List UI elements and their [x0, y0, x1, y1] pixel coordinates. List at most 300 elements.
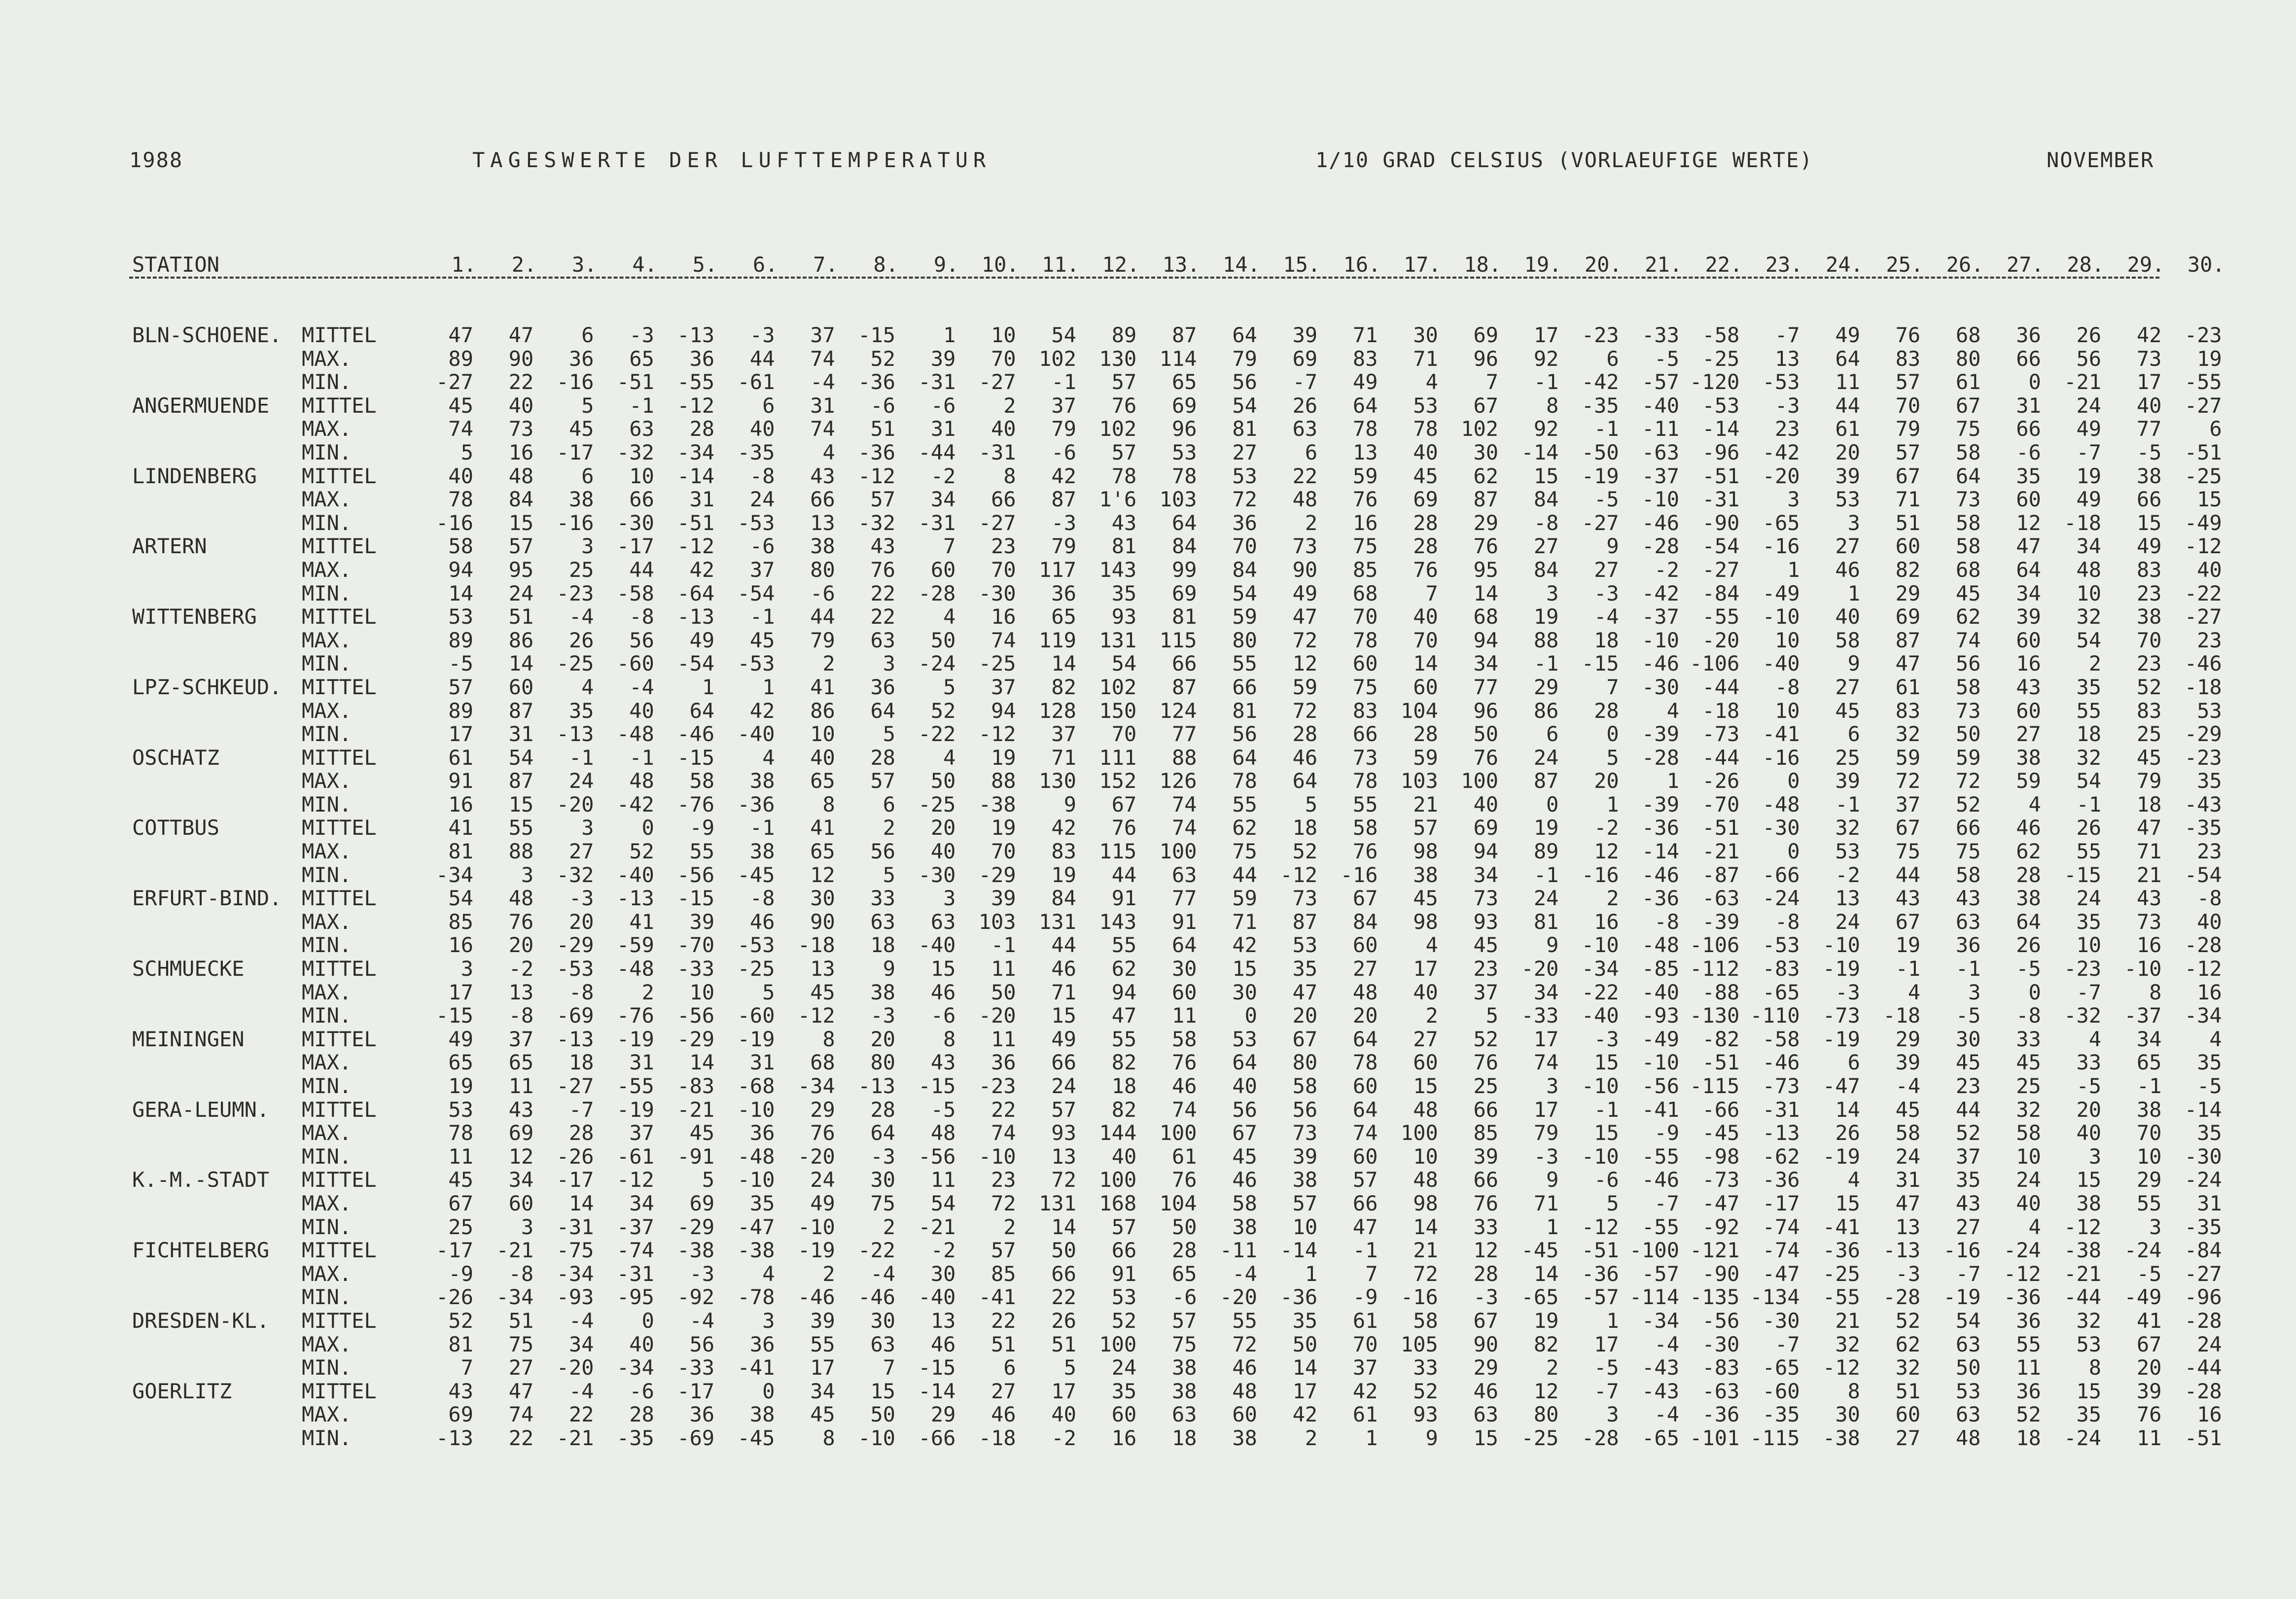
temperature-cell: 21 — [1835, 1308, 1860, 1333]
temperature-cell: 78 — [1111, 463, 1137, 488]
temperature-cell: -23 — [978, 1074, 1016, 1098]
temperature-cell: 2 — [883, 816, 896, 840]
temperature-cell: 14 — [569, 1191, 594, 1215]
temperature-cell: 6 — [762, 393, 775, 418]
temperature-cell: 26 — [2016, 933, 2041, 958]
temperature-cell: 78 — [1352, 628, 1378, 652]
temperature-cell: 98 — [1413, 1191, 1438, 1215]
temperature-cell: 95 — [1473, 557, 1499, 582]
temperature-cell: 45 — [689, 1121, 715, 1145]
temperature-cell: 78 — [448, 487, 473, 512]
temperature-cell: 58 — [1172, 1027, 1197, 1051]
temperature-cell: -34 — [677, 440, 715, 464]
temperature-cell: 24 — [1895, 1144, 1921, 1169]
temperature-cell: -16 — [1340, 862, 1378, 887]
temperature-cell: 48 — [1292, 487, 1318, 512]
day-column-header: 26. — [1946, 252, 1984, 277]
temperature-cell: -45 — [1702, 1121, 1740, 1145]
temperature-cell: -17 — [677, 1379, 715, 1403]
temperature-cell: -28 — [2184, 1379, 2222, 1403]
day-column-header: 7. — [813, 252, 838, 277]
temperature-cell: 41 — [2136, 1308, 2162, 1333]
temperature-cell: 24 — [2197, 1332, 2222, 1356]
temperature-cell: -76 — [617, 1003, 654, 1028]
temperature-cell: 33 — [2016, 1027, 2041, 1051]
value-type-label: MIN. — [302, 722, 352, 746]
temperature-cell: 28 — [629, 1402, 654, 1427]
temperature-cell: -54 — [737, 581, 775, 605]
temperature-cell: 26 — [1835, 1121, 1860, 1145]
table-row — [0, 651, 2296, 675]
temperature-cell: 35 — [2016, 463, 2041, 488]
temperature-cell: -5 — [2197, 1074, 2222, 1098]
temperature-cell: 47 — [1895, 1191, 1921, 1215]
temperature-cell: 78 — [1352, 1050, 1378, 1075]
temperature-cell: 32 — [2016, 1097, 2041, 1122]
temperature-cell: -5 — [2076, 1074, 2102, 1098]
temperature-cell: 90 — [1292, 557, 1318, 582]
day-column-header: 16. — [1343, 252, 1381, 277]
temperature-cell: -26 — [436, 1285, 473, 1310]
temperature-cell: 76 — [1352, 487, 1378, 512]
temperature-cell: 66 — [1051, 1050, 1076, 1075]
temperature-cell: 11 — [930, 1168, 956, 1192]
temperature-cell: 67 — [1232, 1121, 1257, 1145]
temperature-cell: 89 — [448, 698, 473, 723]
day-column-header: 14. — [1223, 252, 1260, 277]
temperature-cell: 74 — [1533, 1050, 1559, 1075]
temperature-cell: -10 — [978, 1144, 1016, 1169]
temperature-cell: -19 — [1581, 463, 1619, 488]
temperature-cell: 23 — [991, 534, 1016, 559]
temperature-cell: 73 — [1473, 886, 1499, 911]
temperature-cell: 32 — [1835, 816, 1860, 840]
temperature-cell: 11 — [508, 1074, 534, 1098]
temperature-cell: -3 — [629, 323, 654, 347]
temperature-cell: -31 — [1702, 487, 1740, 512]
temperature-cell: -15 — [436, 1003, 473, 1028]
temperature-cell: -44 — [1702, 675, 1740, 699]
temperature-cell: 43 — [2136, 886, 2162, 911]
temperature-cell: 8 — [2088, 1355, 2102, 1380]
temperature-cell: 49 — [810, 1191, 835, 1215]
temperature-cell: 40 — [1111, 1144, 1137, 1169]
temperature-cell: -8 — [629, 604, 654, 629]
temperature-cell: -91 — [677, 1144, 715, 1169]
table-row — [0, 1402, 2296, 1426]
temperature-cell: 23 — [2136, 651, 2162, 676]
temperature-cell: 3 — [521, 862, 534, 887]
temperature-cell: 8 — [1847, 1379, 1860, 1403]
temperature-cell: -12 — [677, 393, 715, 418]
temperature-cell: -66 — [1762, 862, 1800, 887]
temperature-cell: 46 — [1292, 745, 1318, 770]
temperature-cell: 74 — [1172, 792, 1197, 817]
temperature-cell: 0 — [641, 816, 654, 840]
temperature-cell: 1 — [1546, 1214, 1559, 1239]
temperature-cell: 64 — [689, 698, 715, 723]
temperature-cell: 51 — [870, 417, 896, 441]
temperature-cell: -41 — [1762, 722, 1800, 746]
temperature-cell: 24 — [1533, 886, 1559, 911]
temperature-cell: 4 — [2088, 1027, 2102, 1051]
temperature-cell: -39 — [1642, 792, 1679, 817]
temperature-cell: 100 — [1099, 1168, 1137, 1192]
temperature-cell: 38 — [2016, 886, 2041, 911]
temperature-cell: 76 — [508, 909, 534, 934]
temperature-cell: -5 — [1594, 1355, 1619, 1380]
temperature-cell: 35 — [569, 698, 594, 723]
temperature-cell: 57 — [1111, 370, 1137, 394]
temperature-cell: 82 — [1111, 1097, 1137, 1122]
value-type-label: MIN. — [302, 1144, 352, 1169]
temperature-cell: 45 — [2016, 1050, 2041, 1075]
temperature-cell: 45 — [1835, 698, 1860, 723]
temperature-cell: -96 — [1702, 440, 1740, 464]
temperature-cell: 55 — [2136, 1191, 2162, 1215]
day-column-header: 11. — [1042, 252, 1079, 277]
temperature-cell: 10 — [1292, 1214, 1318, 1239]
temperature-cell: 64 — [870, 698, 896, 723]
temperature-cell: 43 — [1955, 886, 1981, 911]
temperature-cell: 9 — [1546, 933, 1559, 958]
temperature-cell: -70 — [677, 933, 715, 958]
temperature-cell: 15 — [1051, 1003, 1076, 1028]
temperature-cell: 20 — [930, 816, 956, 840]
temperature-cell: 76 — [870, 557, 896, 582]
temperature-cell: -38 — [978, 792, 1016, 817]
station-name: LPZ-SCHKEUD. — [132, 675, 282, 699]
temperature-cell: -55 — [1642, 1144, 1679, 1169]
temperature-cell: 72 — [1895, 769, 1921, 793]
temperature-cell: 35 — [1292, 1308, 1318, 1333]
temperature-cell: -15 — [918, 1355, 956, 1380]
temperature-cell: -12 — [978, 722, 1016, 746]
temperature-cell: -9 — [1654, 1121, 1679, 1145]
temperature-cell: 66 — [1111, 1238, 1137, 1263]
temperature-cell: 4 — [1666, 698, 1679, 723]
temperature-cell: -21 — [918, 1214, 956, 1239]
temperature-cell: -25 — [1702, 346, 1740, 371]
temperature-cell: 72 — [1232, 487, 1257, 512]
temperature-cell: 80 — [1533, 1402, 1559, 1427]
temperature-cell: 52 — [629, 839, 654, 864]
temperature-cell: 31 — [749, 1050, 775, 1075]
temperature-cell: 23 — [991, 1168, 1016, 1192]
temperature-cell: 5 — [762, 980, 775, 1004]
temperature-cell: -8 — [1654, 909, 1679, 934]
temperature-cell: -60 — [617, 651, 654, 676]
temperature-cell: -5 — [930, 1097, 956, 1122]
temperature-cell: 40 — [1232, 1074, 1257, 1098]
temperature-cell: 52 — [2016, 1402, 2041, 1427]
temperature-cell: -31 — [617, 1261, 654, 1286]
temperature-cell: -4 — [569, 1379, 594, 1403]
temperature-cell: 24 — [749, 487, 775, 512]
temperature-cell: 53 — [448, 604, 473, 629]
temperature-cell: 36 — [1051, 581, 1076, 605]
temperature-cell: -66 — [1702, 1097, 1740, 1122]
temperature-cell: -40 — [1762, 651, 1800, 676]
temperature-cell: 15 — [1594, 1050, 1619, 1075]
temperature-cell: -74 — [1762, 1238, 1800, 1263]
temperature-cell: 25 — [569, 557, 594, 582]
temperature-cell: -39 — [1642, 722, 1679, 746]
temperature-cell: 50 — [991, 980, 1016, 1004]
temperature-cell: 130 — [1039, 769, 1076, 793]
temperature-cell: -4 — [1232, 1261, 1257, 1286]
temperature-cell: 75 — [870, 1191, 896, 1215]
temperature-cell: 102 — [1461, 417, 1499, 441]
temperature-cell: 2 — [1305, 1425, 1318, 1450]
table-row — [0, 933, 2296, 957]
temperature-cell: 5 — [1485, 1003, 1499, 1028]
temperature-cell: 38 — [749, 769, 775, 793]
table-row — [0, 746, 2296, 769]
temperature-cell: 9 — [883, 957, 896, 981]
temperature-cell: 30 — [1955, 1027, 1981, 1051]
temperature-cell: 51 — [1051, 1332, 1076, 1356]
temperature-cell: -1 — [991, 933, 1016, 958]
temperature-cell: 102 — [1039, 346, 1076, 371]
temperature-cell: -35 — [617, 1425, 654, 1450]
temperature-cell: 48 — [1232, 1379, 1257, 1403]
value-type-label: MAX. — [302, 557, 352, 582]
day-column-header: 6. — [752, 252, 778, 277]
temperature-cell: -70 — [1702, 792, 1740, 817]
temperature-cell: 29 — [1895, 1027, 1921, 1051]
temperature-cell: 74 — [810, 346, 835, 371]
temperature-cell: -53 — [1702, 393, 1740, 418]
temperature-cell: 81 — [448, 839, 473, 864]
temperature-cell: -53 — [737, 651, 775, 676]
temperature-cell: 47 — [508, 323, 534, 347]
temperature-cell: -18 — [2184, 675, 2222, 699]
temperature-cell: 19 — [1533, 1308, 1559, 1333]
temperature-cell: 84 — [508, 487, 534, 512]
temperature-cell: 38 — [1292, 1168, 1318, 1192]
temperature-cell: 54 — [1051, 323, 1076, 347]
temperature-cell: -1 — [749, 604, 775, 629]
temperature-cell: 37 — [749, 557, 775, 582]
temperature-cell: -59 — [617, 933, 654, 958]
station-name: ANGERMUENDE — [132, 393, 270, 418]
temperature-cell: 69 — [1895, 604, 1921, 629]
temperature-cell: 16 — [1352, 510, 1378, 535]
temperature-cell: -46 — [858, 1285, 896, 1310]
report-year: 1988 — [129, 148, 183, 172]
temperature-cell: 60 — [1352, 933, 1378, 958]
temperature-cell: 93 — [1473, 909, 1499, 934]
temperature-cell: 0 — [1606, 722, 1619, 746]
temperature-cell: 39 — [810, 1308, 835, 1333]
temperature-cell: -73 — [1702, 1168, 1740, 1192]
temperature-cell: 29 — [1473, 510, 1499, 535]
temperature-cell: 10 — [629, 463, 654, 488]
temperature-cell: 5 — [943, 675, 956, 699]
temperature-cell: 43 — [870, 534, 896, 559]
temperature-cell: 58 — [1232, 1191, 1257, 1215]
table-row — [0, 323, 2296, 347]
temperature-cell: 84 — [1232, 557, 1257, 582]
value-type-label: MITTEL — [302, 1238, 377, 1263]
temperature-cell: -34 — [1581, 957, 1619, 981]
temperature-cell: 79 — [1051, 417, 1076, 441]
temperature-cell: -12 — [2184, 957, 2222, 981]
temperature-cell: -21 — [677, 1097, 715, 1122]
temperature-cell: -10 — [1762, 604, 1800, 629]
temperature-cell: 4 — [2028, 1214, 2041, 1239]
temperature-cell: -12 — [858, 463, 896, 488]
temperature-cell: 17 — [448, 722, 473, 746]
station-name: LINDENBERG — [132, 463, 257, 488]
table-row — [0, 1426, 2296, 1450]
temperature-cell: 30 — [870, 1168, 896, 1192]
temperature-cell: 34 — [1473, 862, 1499, 887]
table-row — [0, 1121, 2296, 1144]
temperature-cell: 36 — [689, 346, 715, 371]
temperature-cell: -15 — [858, 323, 896, 347]
temperature-cell: 15 — [508, 510, 534, 535]
temperature-cell: -10 — [797, 1214, 835, 1239]
temperature-cell: 12 — [508, 1144, 534, 1169]
temperature-cell: 86 — [810, 698, 835, 723]
temperature-cell: 5 — [883, 862, 896, 887]
temperature-cell: 57 — [1172, 1308, 1197, 1333]
temperature-cell: 20 — [2076, 1097, 2102, 1122]
value-type-label: MIN. — [302, 1074, 352, 1098]
table-row — [0, 722, 2296, 746]
temperature-cell: 70 — [991, 557, 1016, 582]
table-row — [0, 1309, 2296, 1332]
temperature-cell: -21 — [496, 1238, 534, 1263]
temperature-cell: 39 — [689, 909, 715, 934]
temperature-cell: 18 — [569, 1050, 594, 1075]
temperature-cell: 68 — [810, 1050, 835, 1075]
temperature-cell: 28 — [870, 1097, 896, 1122]
station-name: COTTBUS — [132, 816, 220, 840]
temperature-cell: 11 — [991, 957, 1016, 981]
temperature-cell: 66 — [991, 487, 1016, 512]
temperature-cell: 79 — [1895, 417, 1921, 441]
temperature-cell: 50 — [1955, 1355, 1981, 1380]
temperature-cell: -64 — [677, 581, 715, 605]
temperature-cell: -1 — [1594, 1097, 1619, 1122]
temperature-cell: 85 — [448, 909, 473, 934]
temperature-cell: -13 — [556, 722, 594, 746]
temperature-cell: -60 — [737, 1003, 775, 1028]
temperature-cell: 53 — [448, 1097, 473, 1122]
temperature-cell: 3 — [2088, 1144, 2102, 1169]
temperature-cell: -3 — [569, 886, 594, 911]
temperature-cell: -10 — [737, 1168, 775, 1192]
temperature-cell: 39 — [2016, 604, 2041, 629]
temperature-cell: 39 — [1292, 1144, 1318, 1169]
temperature-cell: 63 — [870, 909, 896, 934]
temperature-cell: 58 — [448, 534, 473, 559]
temperature-cell: 28 — [1413, 722, 1438, 746]
temperature-cell: 72 — [1051, 1168, 1076, 1192]
temperature-cell: -44 — [1702, 745, 1740, 770]
temperature-cell: -1 — [1533, 651, 1559, 676]
temperature-cell: -48 — [617, 957, 654, 981]
temperature-cell: 69 — [1473, 323, 1499, 347]
temperature-cell: 14 — [448, 581, 473, 605]
temperature-cell: 45 — [448, 1168, 473, 1192]
day-column-header: 12. — [1102, 252, 1140, 277]
temperature-cell: 50 — [870, 1402, 896, 1427]
temperature-cell: 45 — [569, 417, 594, 441]
temperature-cell: 104 — [1400, 698, 1438, 723]
temperature-cell: 55 — [689, 839, 715, 864]
table-row — [0, 980, 2296, 1004]
temperature-cell: 6 — [1003, 1355, 1016, 1380]
temperature-cell: 49 — [1835, 323, 1860, 347]
temperature-cell: -25 — [978, 651, 1016, 676]
temperature-cell: 44 — [1835, 393, 1860, 418]
temperature-cell: 84 — [1172, 534, 1197, 559]
value-type-label: MIN. — [302, 933, 352, 958]
temperature-cell: 62 — [1955, 604, 1981, 629]
temperature-cell: 98 — [1413, 839, 1438, 864]
temperature-cell: -31 — [1762, 1097, 1800, 1122]
temperature-cell: 42 — [749, 698, 775, 723]
temperature-cell: 67 — [1955, 393, 1981, 418]
temperature-cell: 37 — [1895, 792, 1921, 817]
temperature-cell: 3 — [1546, 1074, 1559, 1098]
temperature-cell: -30 — [2184, 1144, 2222, 1169]
temperature-cell: 63 — [1172, 862, 1197, 887]
temperature-cell: 69 — [1172, 393, 1197, 418]
temperature-cell: 40 — [2016, 1191, 2041, 1215]
temperature-cell: 35 — [1955, 1168, 1981, 1192]
temperature-cell: 10 — [991, 323, 1016, 347]
temperature-cell: -3 — [1835, 980, 1860, 1004]
temperature-cell: 54 — [2076, 769, 2102, 793]
temperature-cell: 82 — [1111, 1050, 1137, 1075]
temperature-cell: 64 — [1352, 1027, 1378, 1051]
temperature-cell: 45 — [1232, 1144, 1257, 1169]
temperature-cell: 24 — [810, 1168, 835, 1192]
temperature-cell: -25 — [556, 651, 594, 676]
temperature-cell: 16 — [2197, 980, 2222, 1004]
temperature-cell: -6 — [1172, 1285, 1197, 1310]
temperature-cell: -1 — [1051, 370, 1076, 394]
temperature-cell: -7 — [1775, 1332, 1800, 1356]
temperature-cell: 66 — [1172, 651, 1197, 676]
temperature-cell: 15 — [1473, 1425, 1499, 1450]
temperature-cell: 14 — [1051, 651, 1076, 676]
temperature-cell: -6 — [870, 393, 896, 418]
temperature-cell: 19 — [448, 1074, 473, 1098]
temperature-cell: 18 — [2076, 722, 2102, 746]
temperature-cell: 56 — [629, 628, 654, 652]
temperature-cell: 71 — [1533, 1191, 1559, 1215]
temperature-cell: 60 — [2016, 628, 2041, 652]
temperature-cell: 95 — [508, 557, 534, 582]
temperature-cell: 15 — [2197, 487, 2222, 512]
day-column-header: 10. — [981, 252, 1019, 277]
station-column-header: STATION — [132, 252, 220, 277]
temperature-cell: -54 — [677, 651, 715, 676]
temperature-cell: -21 — [1702, 839, 1740, 864]
temperature-cell: 53 — [2197, 698, 2222, 723]
temperature-cell: 38 — [810, 534, 835, 559]
temperature-cell: 1 — [1305, 1261, 1318, 1286]
temperature-cell: 78 — [1413, 417, 1438, 441]
temperature-cell: -78 — [737, 1285, 775, 1310]
temperature-cell: 76 — [2136, 1402, 2162, 1427]
